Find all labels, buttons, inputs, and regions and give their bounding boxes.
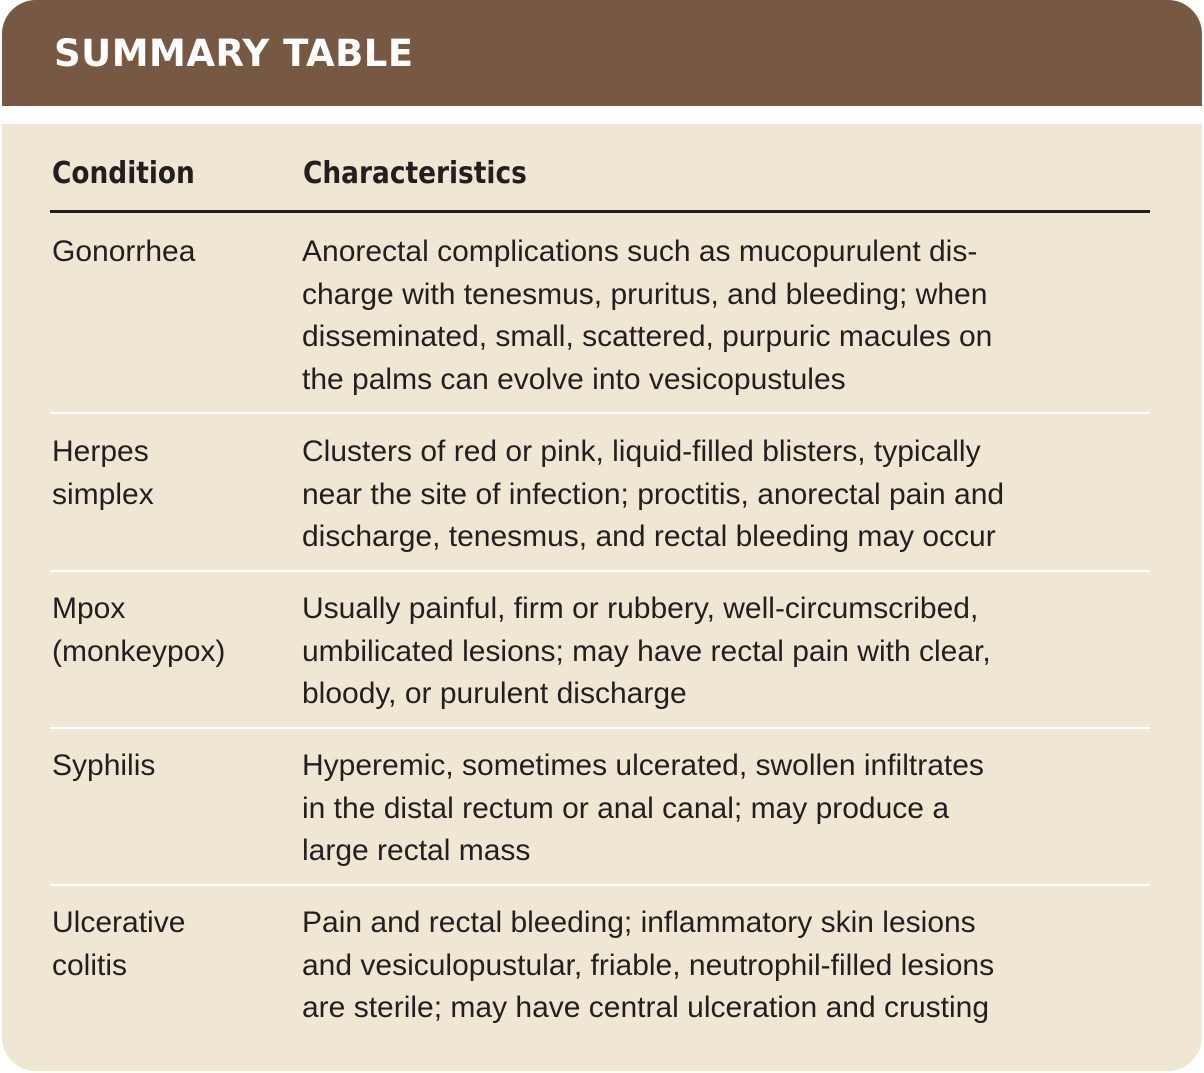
condition-text: Herpes (52, 435, 149, 468)
row-divider (50, 884, 1150, 886)
condition-cell (52, 745, 155, 788)
header-rule (50, 210, 1150, 213)
characteristics-text: are sterile; may have central ulceration and crusting (302, 991, 990, 1025)
characteristics-text: bloody, or purulent discharge (302, 677, 687, 711)
condition-text: (monkeypox) (52, 634, 226, 668)
characteristics-text: large rectal mass (302, 834, 531, 868)
condition-text: colitis (52, 948, 128, 982)
characteristics-text: charge with tenesmus, pruritus, and bleeding; when (302, 277, 988, 311)
condition-cell (52, 902, 185, 987)
condition-text: Syphilis (52, 749, 156, 782)
condition-text: Ulcerative (52, 906, 186, 939)
characteristics-text: umbilicated lesions; may have rectal pain with clear, (302, 634, 991, 668)
row-divider (50, 570, 1150, 572)
column-header-condition: Condition (52, 156, 195, 191)
characteristics-text: and vesiculopustular, friable, neutrophil-filled lesions (302, 948, 995, 982)
condition-cell (52, 431, 154, 516)
table-header-bar (2, 0, 1202, 106)
characteristics-text: disseminated, small, scattered, purpuric macules on (302, 320, 993, 354)
characteristics-text: Usually painful, firm or rubbery, well-circumscribed, (302, 592, 979, 625)
row-divider (50, 727, 1150, 729)
characteristics-text: Pain and rectal bleeding; inflammatory skin lesions (302, 906, 976, 939)
characteristics-cell (302, 902, 994, 1030)
characteristics-text: the palms can evolve into vesicopustules (302, 362, 846, 396)
row-divider (50, 412, 1150, 414)
characteristics-cell (302, 745, 984, 873)
characteristics-text: discharge, tenesmus, and rectal bleeding may occur (302, 520, 996, 554)
condition-cell (52, 231, 195, 274)
condition-cell (52, 588, 225, 673)
header-divider-strip (2, 106, 1202, 124)
characteristics-cell (302, 231, 992, 401)
characteristics-text: Anorectal complications such as mucopurulent dis- (302, 235, 978, 268)
condition-text: simplex (52, 477, 154, 511)
characteristics-text: Hyperemic, sometimes ulcerated, swollen infiltrates (302, 749, 984, 782)
characteristics-text: near the site of infection; proctitis, anorectal pain and (302, 477, 1005, 511)
condition-text: Mpox (52, 592, 126, 625)
table-title: SUMMARY TABLE (54, 32, 414, 75)
characteristics-text: in the distal rectum or anal canal; may produce a (302, 791, 950, 825)
column-header-characteristics: Characteristics (303, 156, 527, 191)
characteristics-cell (302, 431, 1004, 559)
characteristics-text: Clusters of red or pink, liquid-filled blisters, typically (302, 435, 981, 468)
condition-text: Gonorrhea (52, 235, 196, 268)
characteristics-cell (302, 588, 991, 716)
